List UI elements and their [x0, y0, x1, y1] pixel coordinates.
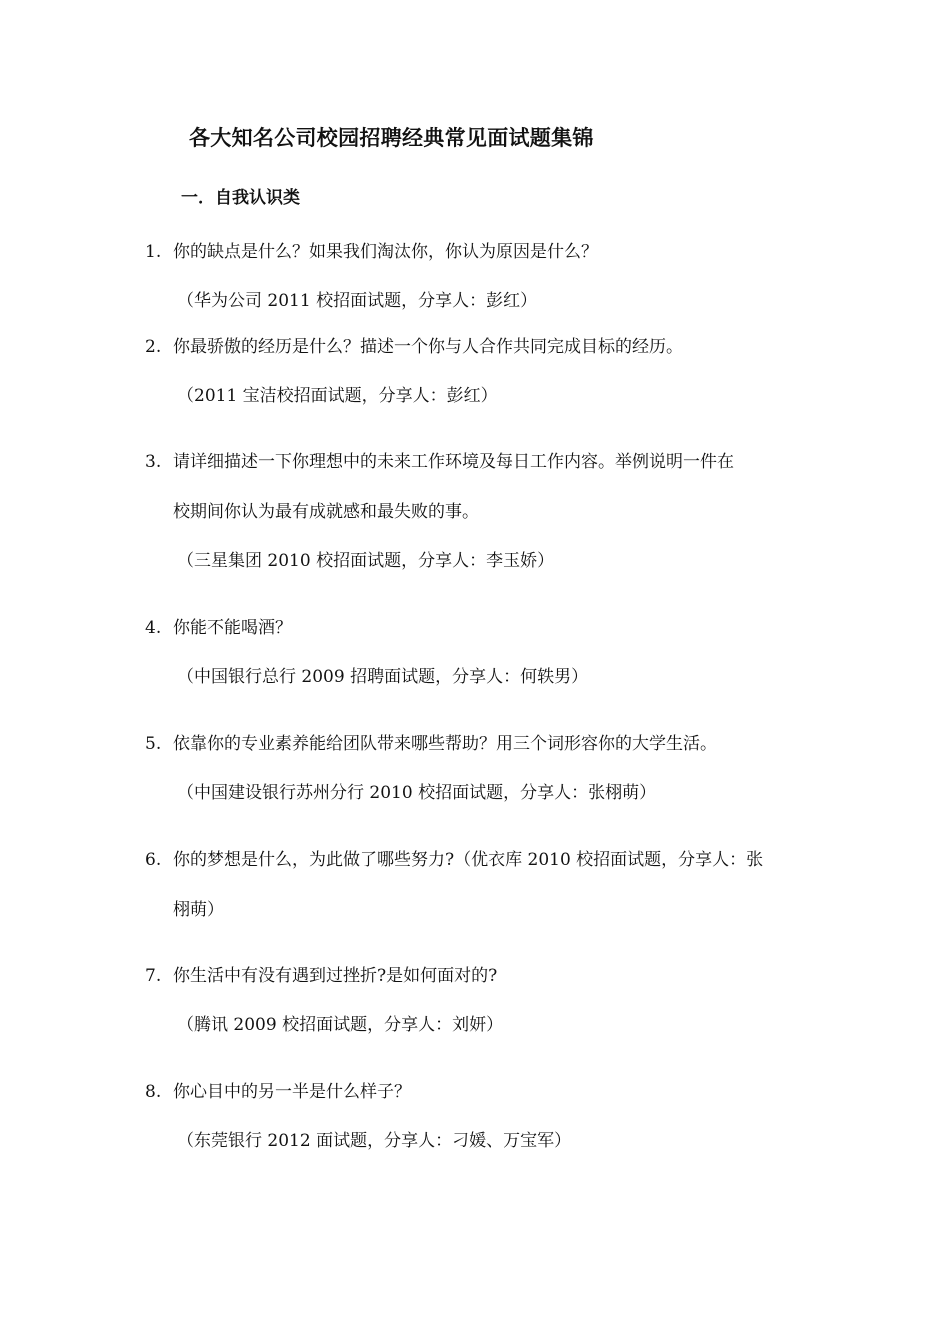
question-number: 7. [145, 966, 162, 986]
question-text: 依靠你的专业素养能给团队带来哪些帮助？用三个词形容你的大学生活。 [173, 734, 717, 754]
section-heading: 一．自我认识类 [181, 188, 300, 208]
question-number: 6. [145, 850, 162, 870]
question-number: 4. [145, 618, 162, 638]
question-number: 5. [145, 734, 162, 754]
question-source: （华为公司 2011 校招面试题，分享人：彭红） [177, 291, 538, 311]
question-text: 请详细描述一下你理想中的未来工作环境及每日工作内容。举例说明一件在 [173, 452, 734, 472]
question-number: 2. [145, 337, 162, 357]
question-number: 1. [145, 242, 162, 262]
question-text: 你的梦想是什么，为此做了哪些努力?（优衣库 2010 校招面试题，分享人：张 [173, 850, 764, 870]
question-source: （中国建设银行苏州分行 2010 校招面试题，分享人：张栩萌） [177, 783, 657, 803]
page-title: 各大知名公司校园招聘经典常见面试题集锦 [189, 126, 594, 150]
question-text: 你心目中的另一半是什么样子？ [173, 1082, 411, 1102]
question-number: 3. [145, 452, 162, 472]
question-source: （三星集团 2010 校招面试题，分享人：李玉娇） [177, 551, 555, 571]
question-source: （2011 宝洁校招面试题，分享人：彭红） [177, 386, 498, 406]
question-text: 你的缺点是什么？如果我们淘汰你，你认为原因是什么？ [173, 242, 598, 262]
question-text: 你生活中有没有遇到过挫折?是如何面对的? [173, 966, 498, 986]
question-source: （腾讯 2009 校招面试题，分享人：刘妍） [177, 1015, 504, 1035]
question-number: 8. [145, 1082, 162, 1102]
question-text: 你能不能喝酒？ [173, 618, 292, 638]
question-text-continued: 校期间你认为最有成就感和最失败的事。 [173, 502, 479, 522]
question-source: （中国银行总行 2009 招聘面试题，分享人：何轶男） [177, 667, 589, 687]
question-text: 你最骄傲的经历是什么？描述一个你与人合作共同完成目标的经历。 [173, 337, 683, 357]
question-text-continued: 栩萌） [173, 900, 224, 920]
question-source: （东莞银行 2012 面试题，分享人：刁媛、万宝军） [177, 1131, 572, 1151]
